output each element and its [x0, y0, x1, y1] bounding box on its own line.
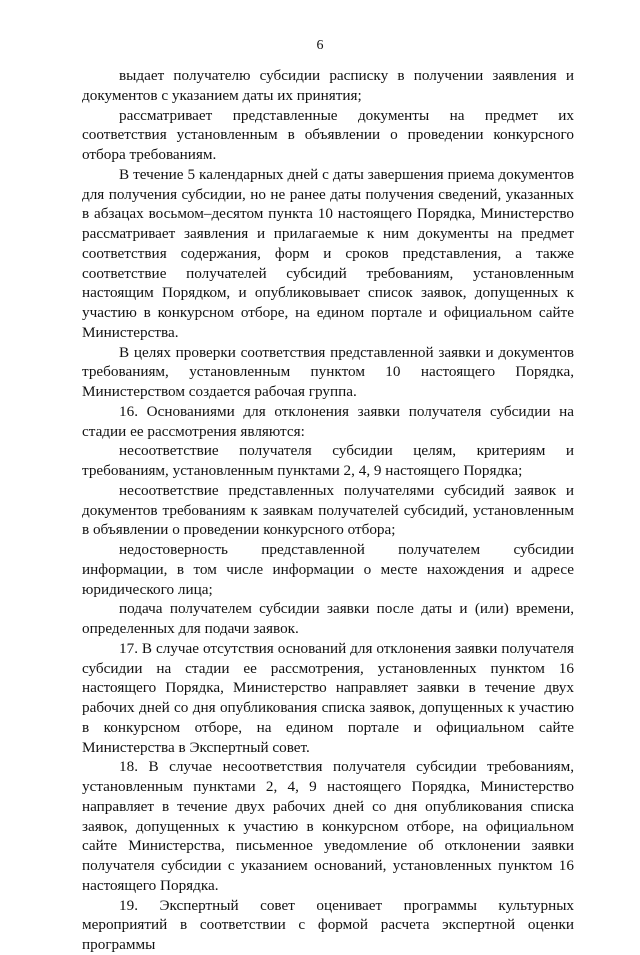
- paragraph: 16. Основаниями для отклонения заявки получателя субсидии на стадии ее рассмотрения являются:: [82, 402, 574, 440]
- page-number: 6: [316, 38, 324, 53]
- paragraph: несоответствие получателя субсидии целям, критериям и требованиям, установленным пунктами 2, 4, 9 настоящего Порядка;: [82, 442, 574, 479]
- paragraph: 19. Экспертный совет оценивает программы культурных мероприятий в соответствии с формой расчета экспертной оценки программы: [82, 896, 574, 953]
- paragraph: В течение 5 календарных дней с даты завершения приема документов для получения субсидии, но не ранее даты получения сведений, указанных в абзацах восьмом–десятом пункта 10 настоящего Порядка, Министерство рассматривает заявления и прилагаемые к ним документы на предмет соответствия содержания, форм и сроков представления, а также соответствие получателей субсидий требованиям, установленным настоящим Порядком, и опубликовывает список заявок, допущенных к участию в конкурсном отборе, на едином портале и официальном сайте Министерства.: [82, 165, 574, 341]
- paragraph: В целях проверки соответствия представленной заявки и документов требованиям, установленным пунктом 10 настоящего Порядка, Министерством создается рабочая группа.: [82, 343, 574, 400]
- paragraph: 18. В случае несоответствия получателя субсидии требованиям, установленным пунктами 2, 4, 9 настоящего Порядка, Министерство направляет в течение двух рабочих дней со дня опубликования списка заявок, допущенных к участию в конкурсном отборе, на официальном сайте Министерства, письменное уведомление об отклонении заявки получателя субсидии с указанием оснований, установленных пунктом 16 настоящего Порядка.: [82, 758, 574, 894]
- document-body: [82, 66, 574, 955]
- paragraph: несоответствие представленных получателями субсидий заявок и документов требованиям к заявкам получателей субсидий, установленным в объявлении о проведении конкурсного отбора;: [82, 481, 574, 539]
- paragraph: 17. В случае отсутствия оснований для отклонения заявки получателя субсидии на стадии ее рассмотрения, установленных пунктом 16 настоящего Порядка, Министерство направляет заявки в течение двух рабочих дней со дня опубликования списка заявок, допущенных к участию в конкурсном отборе, на едином портале и официальном сайте Министерства в Экспертный совет.: [82, 639, 574, 756]
- paragraph: рассматривает представленные документы на предмет их соответствия установленным в объявлении о проведении конкурсного отбора требованиям.: [82, 106, 574, 163]
- paragraph: подача получателем субсидии заявки после даты и (или) времени, определенных для подачи заявок.: [82, 600, 574, 637]
- paragraph: недостоверность представленной получателем субсидии информации, в том числе информации о месте нахождения и адресе юридического лица;: [82, 541, 574, 598]
- paragraph: выдает получателю субсидии расписку в получении заявления и документов с указанием даты их принятия;: [82, 67, 574, 104]
